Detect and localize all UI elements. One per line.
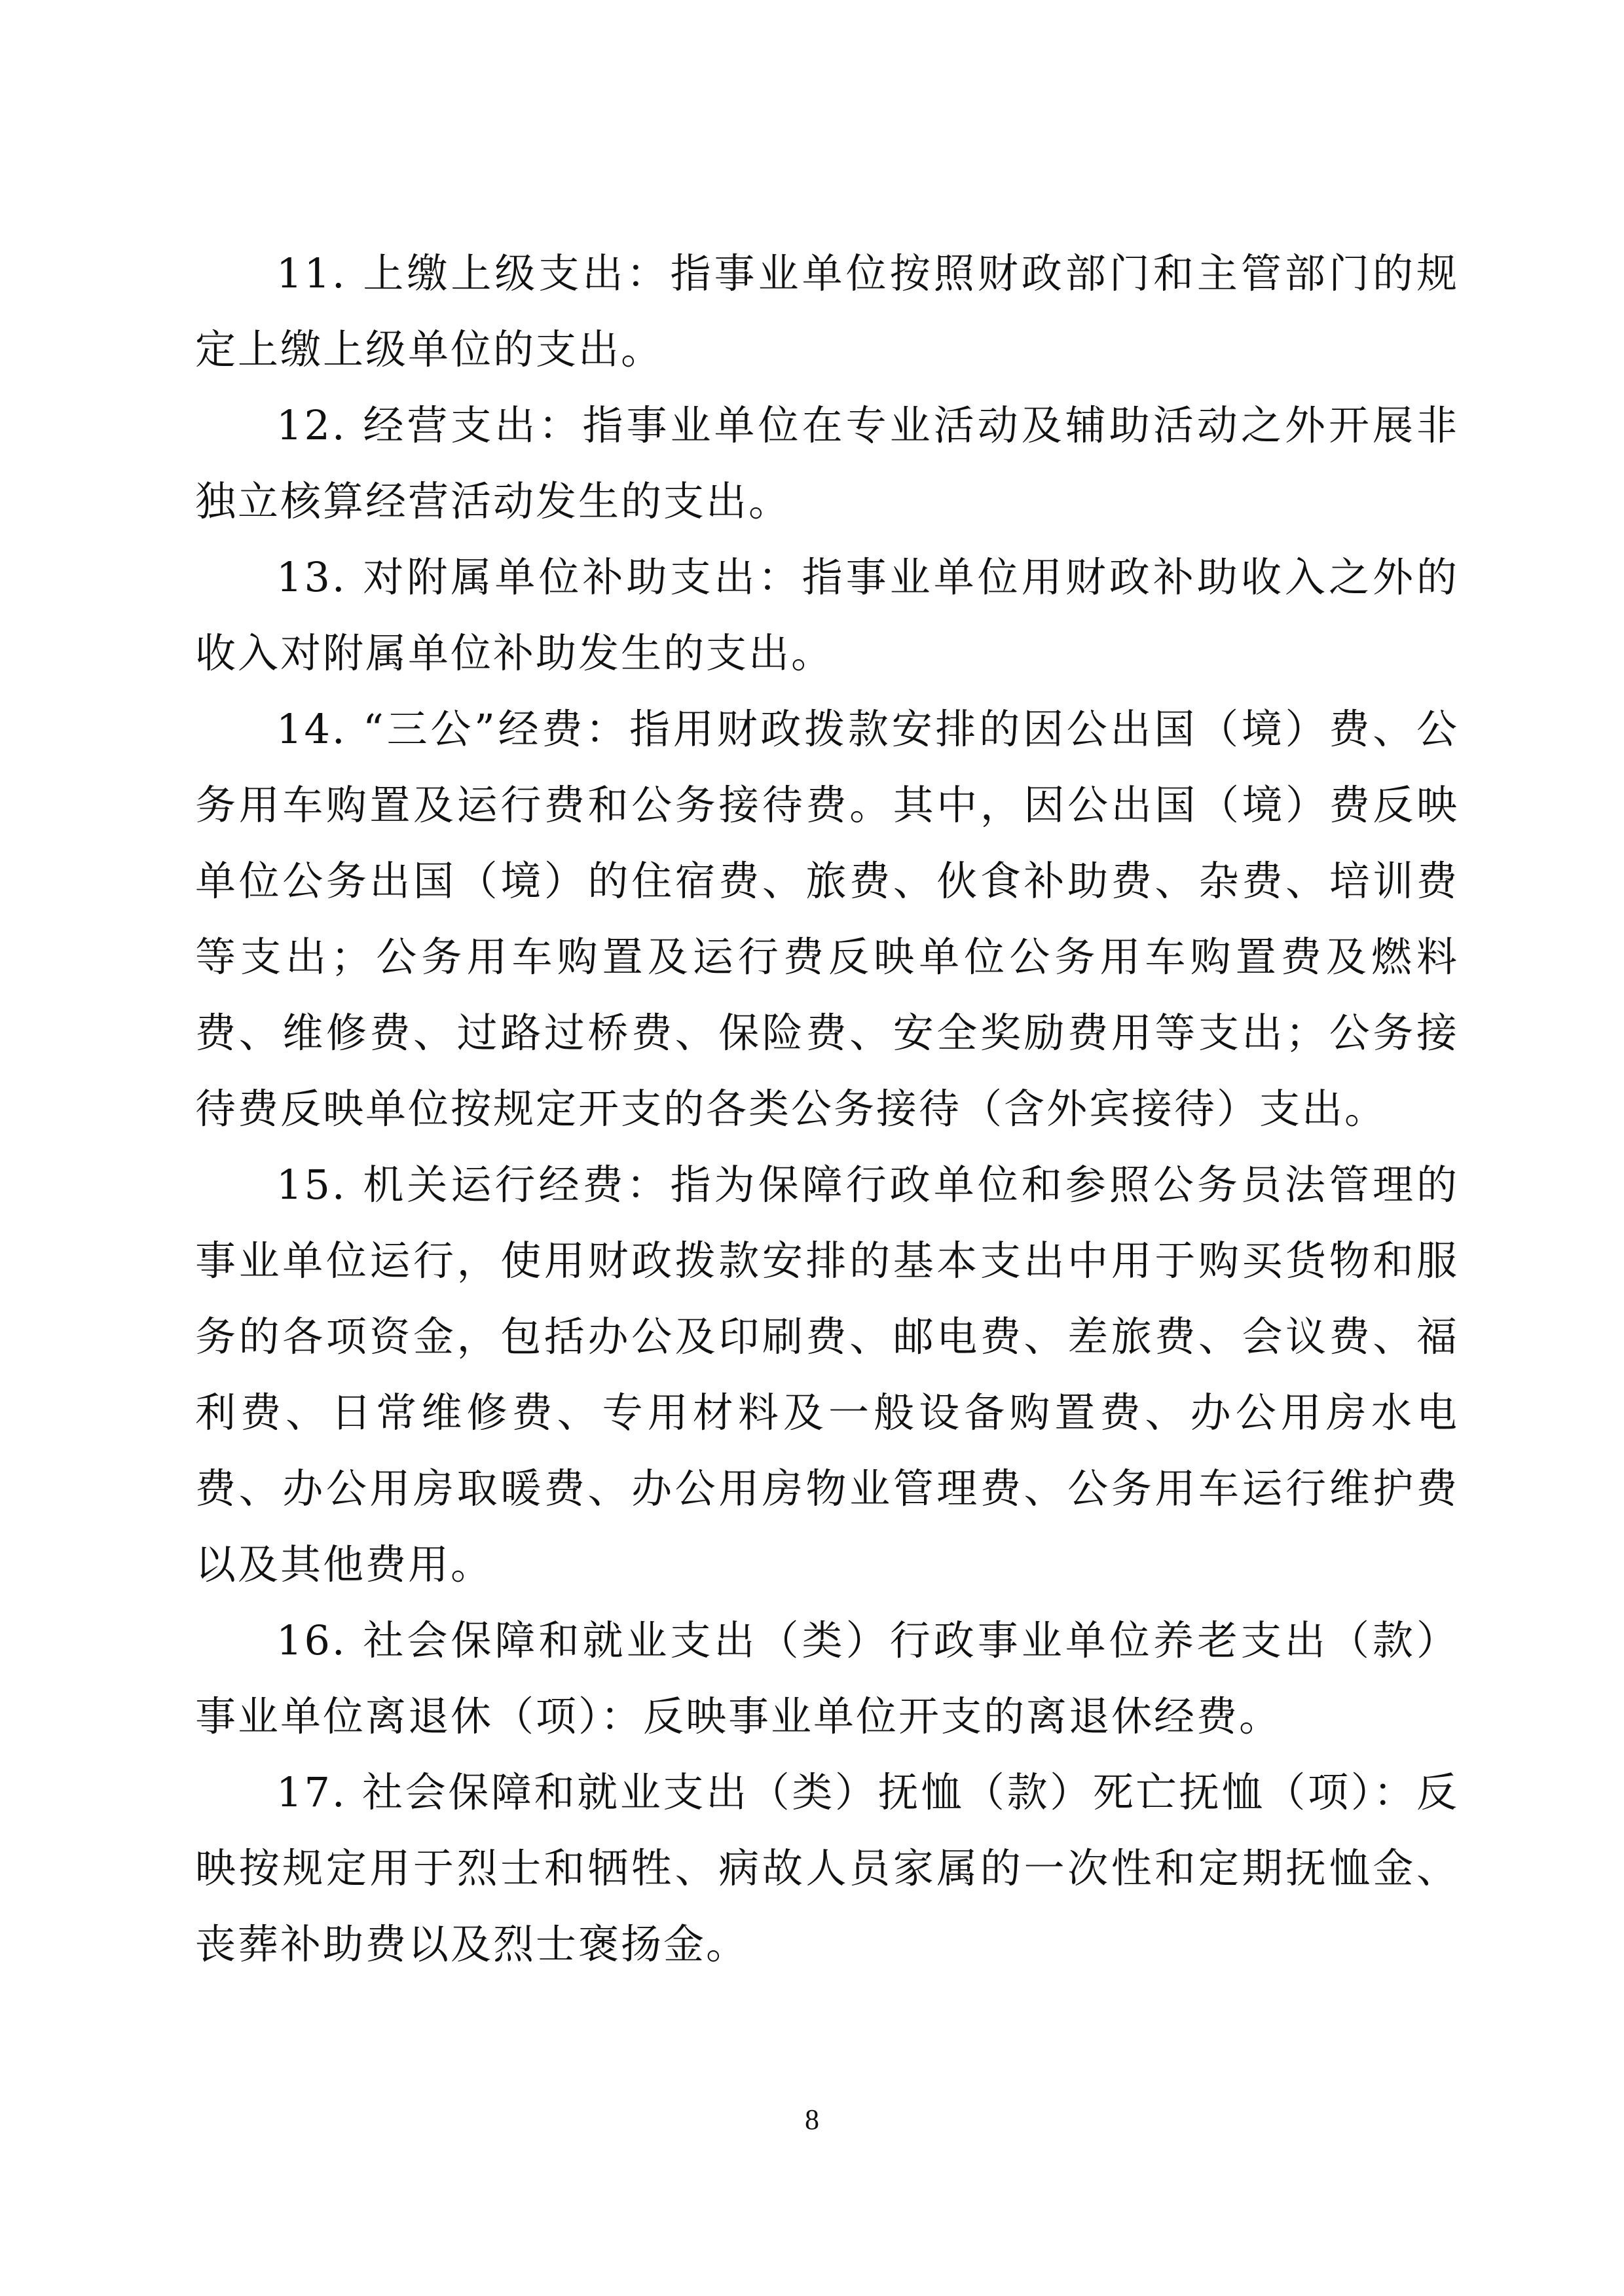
paragraph-item-15: 15. 机关运行经费：指为保障行政单位和参照公务员法管理的事业单位运行，使用财政拨款安排的基本支出中用于购买货物和服务的各项资金，包括办公及印刷费、邮电费、差旅费、会议费、福利费、日常维修费、专用材料及一般设备购置费、办公用房水电费、办公用房取暖费、办公用房物业管理费、公务用车运行维护费以及其他费用。 [195,1161,1459,1588]
paragraph-item-13: 13. 对附属单位补助支出：指事业单位用财政补助收入之外的收入对附属单位补助发生的支出。 [195,553,1459,677]
paragraph-item-14: 14. “三公”经费：指用财政拨款安排的因公出国（境）费、公务用车购置及运行费和公务接待费。其中，因公出国（境）费反映单位公务出国（境）的住宿费、旅费、伙食补助费、杂费、培训费等支出；公务用车购置及运行费反映单位公务用车购置费及燃料费、维修费、过路过桥费、保险费、安全奖励费用等支出；公务接待费反映单位按规定开支的各类公务接待（含外宾接待）支出。 [195,705,1459,1133]
paragraph-item-11: 11. 上缴上级支出：指事业单位按照财政部门和主管部门的规定上缴上级单位的支出。 [195,249,1459,373]
document-body [195,236,1459,1982]
paragraph-item-12: 12. 经营支出：指事业单位在专业活动及辅助活动之外开展非独立核算经营活动发生的支出。 [195,401,1459,525]
page-number: 8 [805,2104,819,2136]
paragraph-item-16: 16. 社会保障和就业支出（类）行政事业单位养老支出（款）事业单位离退休（项）：反映事业单位开支的离退休经费。 [195,1616,1459,1740]
paragraph-item-17: 17. 社会保障和就业支出（类）抚恤（款）死亡抚恤（项）：反映按规定用于烈士和牺牲、病故人员家属的一次性和定期抚恤金、丧葬补助费以及烈士褒扬金。 [195,1768,1459,1968]
